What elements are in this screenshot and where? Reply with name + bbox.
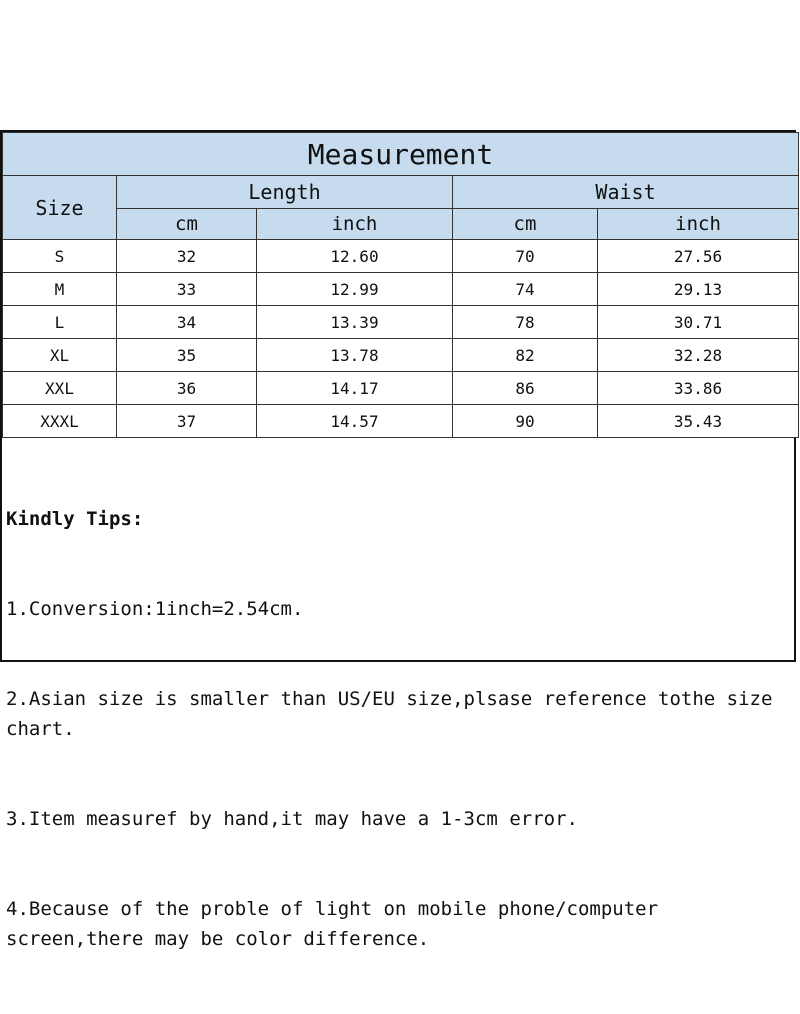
length-cm-header: cm [117,209,257,240]
waist-cm-cell: 78 [453,306,598,339]
length-cm-cell: 32 [117,240,257,273]
length-inch-cell: 12.99 [257,273,453,306]
length-inch-cell: 12.60 [257,240,453,273]
waist-cm-cell: 82 [453,339,598,372]
waist-cm-cell: 90 [453,405,598,438]
waist-cm-header: cm [453,209,598,240]
waist-inch-cell: 29.13 [598,273,799,306]
table-row [3,240,799,273]
size-header: Size [3,176,117,240]
length-header: Length [117,176,453,209]
waist-inch-header: inch [598,209,799,240]
length-inch-header: inch [257,209,453,240]
waist-header: Waist [453,176,799,209]
length-cm-cell: 37 [117,405,257,438]
table-row [3,339,799,372]
waist-cm-cell: 74 [453,273,598,306]
tip-line: 3.Item measuref by hand,it may have a 1-3cm error. [6,808,578,830]
length-cm-cell: 36 [117,372,257,405]
tip-line: 2.Asian size is smaller than US/EU size,plsase reference tothe size chart. [6,688,784,740]
size-cell: M [3,273,117,306]
size-cell: XXXL [3,405,117,438]
size-cell: L [3,306,117,339]
tips-title: Kindly Tips: [6,508,144,530]
waist-inch-cell: 30.71 [598,306,799,339]
length-inch-cell: 14.17 [257,372,453,405]
table-row [3,306,799,339]
waist-cm-cell: 86 [453,372,598,405]
table-title: Measurement [3,133,799,176]
table-row [3,372,799,405]
waist-inch-cell: 33.86 [598,372,799,405]
length-inch-cell: 13.39 [257,306,453,339]
waist-inch-cell: 32.28 [598,339,799,372]
length-cm-cell: 35 [117,339,257,372]
waist-cm-cell: 70 [453,240,598,273]
size-cell: XL [3,339,117,372]
length-inch-cell: 13.78 [257,339,453,372]
waist-inch-cell: 35.43 [598,405,799,438]
measurement-table [2,132,799,438]
length-cm-cell: 34 [117,306,257,339]
size-cell: XXL [3,372,117,405]
size-cell: S [3,240,117,273]
length-cm-cell: 33 [117,273,257,306]
table-row [3,405,799,438]
tip-line: 4.Because of the proble of light on mobile phone/computer screen,there may be color difference. [6,898,670,950]
size-chart-frame [0,130,796,950]
waist-inch-cell: 27.56 [598,240,799,273]
table-row [3,273,799,306]
length-inch-cell: 14.57 [257,405,453,438]
kindly-tips [6,444,790,1014]
tip-line: 1.Conversion:1inch=2.54cm. [6,598,304,620]
